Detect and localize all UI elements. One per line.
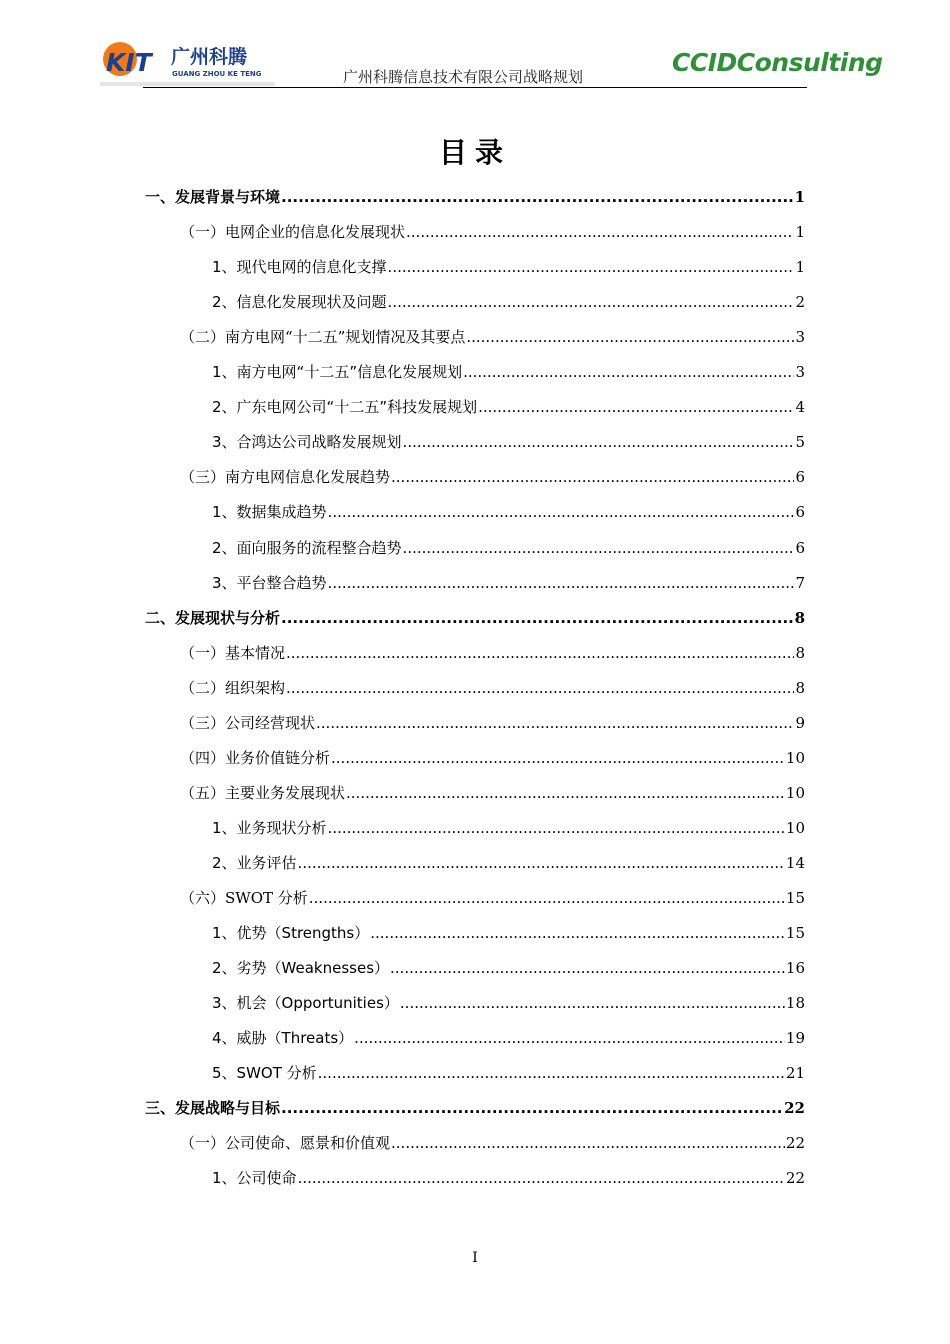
toc-entry-page: 21: [785, 1064, 805, 1083]
toc-entry[interactable]: [145, 186, 805, 208]
toc-entry-label: 1、业务现状分析: [212, 818, 327, 837]
toc-dot-leader: [391, 468, 794, 486]
toc-entry[interactable]: [212, 501, 805, 523]
toc-entry-label: 1、现代电网的信息化支撑: [212, 258, 387, 277]
toc-dot-leader: [370, 924, 785, 942]
toc-dot-leader: [286, 679, 794, 697]
toc-entry[interactable]: [212, 817, 805, 839]
toc-entry-label: 三、发展战略与目标: [145, 1099, 281, 1118]
toc-entry-page: 19: [785, 1029, 805, 1048]
toc-entry[interactable]: [212, 396, 805, 418]
toc-dot-leader: [390, 959, 785, 977]
toc-entry-label: 2、业务评估: [212, 853, 297, 872]
company-logo: [100, 38, 275, 88]
svg-text:KIT: KIT: [106, 48, 152, 77]
toc-entry-page: 1: [795, 223, 805, 242]
toc-entry-page: 8: [795, 643, 805, 662]
svg-text:GUANG ZHOU KE TENG: GUANG ZHOU KE TENG: [172, 70, 262, 78]
toc-entry[interactable]: [212, 572, 805, 594]
toc-entry-page: 3: [795, 363, 805, 382]
toc-entry-label: （二）南方电网“十二五”规划情况及其要点: [180, 328, 466, 347]
toc-entry-page: 1: [794, 188, 805, 206]
toc-entry[interactable]: [212, 852, 805, 874]
toc-dot-leader: [286, 644, 794, 662]
toc-entry-page: 10: [785, 783, 805, 802]
toc-dot-leader: [298, 854, 785, 872]
toc-entry[interactable]: [212, 361, 805, 383]
toc-entry-label: 2、劣势（Weaknesses）: [212, 959, 390, 978]
toc-dot-leader: [354, 1029, 785, 1047]
toc-entry-page: 3: [795, 328, 805, 347]
toc-entry[interactable]: [212, 992, 805, 1014]
toc-dot-leader: [391, 1134, 785, 1152]
toc-dot-leader: [281, 188, 794, 206]
toc-entry-page: 2: [795, 293, 805, 312]
toc-title: 目录: [438, 136, 511, 169]
toc-dot-leader: [403, 539, 795, 557]
toc-entry-label: （五）主要业务发展现状: [180, 783, 346, 802]
toc-dot-leader: [403, 433, 795, 451]
toc-entry-page: 15: [785, 924, 805, 943]
toc-entry[interactable]: [180, 782, 805, 804]
toc-entry-label: 二、发展现状与分析: [145, 608, 281, 627]
toc-entry-page: 18: [785, 994, 805, 1013]
toc-entry-label: （一）电网企业的信息化发展现状: [180, 223, 406, 242]
toc-entry-page: 15: [785, 889, 805, 907]
toc-entry-label: （四）业务价值链分析: [180, 748, 331, 767]
toc-entry-page: 4: [795, 398, 805, 417]
toc-entry[interactable]: [212, 922, 805, 944]
toc-dot-leader: [406, 223, 794, 241]
toc-entry-page: 8: [795, 678, 805, 697]
toc-entry-page: 14: [785, 853, 805, 872]
toc-dot-leader: [328, 574, 795, 592]
toc-entry-label: 4、威胁（Threats）: [212, 1029, 354, 1048]
toc-entry-label: 1、数据集成趋势: [212, 503, 327, 522]
toc-dot-leader: [331, 749, 785, 767]
toc-dot-leader: [388, 293, 795, 311]
toc-entry-page: 5: [795, 433, 805, 452]
toc-entry-label: （二）组织架构: [180, 678, 286, 697]
toc-entry-label: 1、优势（Strengths）: [212, 924, 370, 943]
toc-dot-leader: [281, 1099, 783, 1117]
toc-entry[interactable]: [180, 1132, 805, 1154]
toc-dot-leader: [328, 503, 795, 521]
toc-entry-label: 2、信息化发展现状及问题: [212, 293, 387, 312]
toc-dot-leader: [316, 714, 794, 732]
header-divider: [143, 87, 807, 88]
toc-entry-label: 3、平台整合趋势: [212, 573, 327, 592]
toc-entry-label: 1、南方电网“十二五”信息化发展规划: [212, 363, 463, 382]
toc-entry[interactable]: [180, 712, 805, 734]
toc-entry[interactable]: [180, 642, 805, 664]
svg-text:广州科腾: 广州科腾: [171, 46, 248, 68]
toc-entry[interactable]: [180, 677, 805, 699]
toc-entry-page: 6: [795, 538, 805, 557]
toc-entry[interactable]: [212, 1062, 805, 1084]
toc-entry[interactable]: [212, 1027, 805, 1049]
toc-dot-leader: [309, 889, 785, 907]
toc-entry-label: 1、公司使命: [212, 1169, 297, 1188]
toc-entry-label: （三）南方电网信息化发展趋势: [180, 468, 391, 487]
toc-entry[interactable]: [145, 607, 805, 629]
toc-entry[interactable]: [180, 221, 805, 243]
toc-entry-page: 6: [795, 468, 805, 487]
toc-entry-label: （三）公司经营现状: [180, 713, 316, 732]
toc-entry[interactable]: [212, 256, 805, 278]
toc-entry-label: 3、合鸿达公司战略发展规划: [212, 433, 402, 452]
toc-entry-page: 10: [785, 748, 805, 767]
header-title: 广州科腾信息技术有限公司战略规划: [343, 68, 584, 86]
toc-dot-leader: [400, 994, 785, 1012]
toc-entry[interactable]: [145, 1097, 805, 1119]
toc-dot-leader: [388, 258, 795, 276]
toc-entry-page: 16: [785, 959, 805, 978]
page-header: [0, 0, 950, 92]
toc-dot-leader: [281, 609, 794, 627]
toc-entry-page: 22: [785, 1134, 805, 1153]
toc-entry-label: 2、广东电网公司“十二五”科技发展规划: [212, 398, 478, 417]
toc-entry-page: 22: [785, 1169, 805, 1188]
toc-entry-page: 6: [795, 503, 805, 522]
toc-entry-label: 2、面向服务的流程整合趋势: [212, 538, 402, 557]
toc-entry[interactable]: [180, 887, 805, 909]
ccid-consulting-logo: CCIDConsulting: [672, 48, 883, 77]
toc-dot-leader: [463, 363, 794, 381]
toc-entry[interactable]: [212, 537, 805, 559]
toc-entry-label: 5、SWOT 分析: [212, 1064, 317, 1083]
toc-dot-leader: [298, 1169, 785, 1187]
toc-entry[interactable]: [180, 466, 805, 488]
toc-entry[interactable]: [212, 291, 805, 313]
toc-entry[interactable]: [180, 747, 805, 769]
toc-entry-page: 1: [795, 258, 805, 277]
toc-entry[interactable]: [212, 1167, 805, 1189]
toc-entry-label: 3、机会（Opportunities）: [212, 994, 399, 1013]
toc-entry-label: 一、发展背景与环境: [145, 188, 281, 206]
toc-dot-leader: [466, 328, 794, 346]
toc-entry-label: （六）SWOT 分析: [180, 889, 308, 907]
toc-entry-page: 8: [794, 608, 805, 627]
toc-dot-leader: [328, 819, 785, 837]
toc-entry[interactable]: [212, 957, 805, 979]
toc-entry[interactable]: [212, 431, 805, 453]
toc-entry-page: 22: [784, 1099, 805, 1118]
toc-entry-page: 10: [785, 818, 805, 837]
toc-entry-page: 9: [795, 713, 805, 732]
toc-dot-leader: [318, 1064, 785, 1082]
page-number: I: [472, 1250, 478, 1266]
toc-entry-label: （一）基本情况: [180, 643, 286, 662]
toc-entry-label: （一）公司使命、愿景和价值观: [180, 1134, 391, 1153]
toc-dot-leader: [346, 784, 785, 802]
toc-entry[interactable]: [180, 326, 805, 348]
toc-dot-leader: [478, 398, 794, 416]
toc-entry-page: 7: [795, 573, 805, 592]
